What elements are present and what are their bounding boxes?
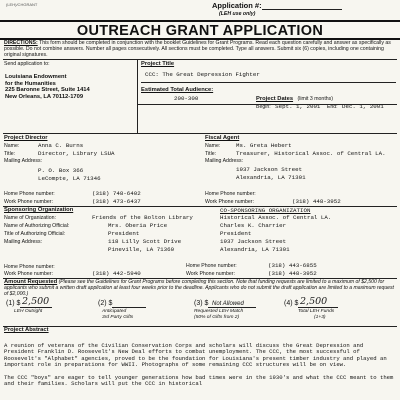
director-work-phone-label: Work Phone number: (4, 199, 53, 205)
fiscal-address-label: Mailing Address: (205, 158, 244, 164)
application-number-line (262, 9, 342, 10)
budget-item-2-line (112, 307, 146, 308)
send-to-label: Send application to: (4, 61, 50, 67)
director-address-line2[interactable]: LeCompte, LA 71346 (38, 175, 101, 182)
budget-item-2-num: (2) $ (98, 300, 113, 307)
official-label: Name of Authorizing Official: (4, 223, 70, 229)
co-sponsoring-label: CO-SPONSORING ORGANIZATION (220, 207, 311, 214)
budget-item-1-line (20, 307, 52, 308)
title-bar (0, 20, 400, 40)
sponsor-work-phone-label: Work Phone number: (4, 271, 53, 277)
budget-item-4-num: (4) $ (284, 300, 299, 307)
abstract-paragraph: The CCC "boys" are eager to tell younger generations how bad times were in the 1930's and what the CCC meant to them and their families. Scholars will put the CCC in historical (4, 373, 394, 388)
budget-item-1-num: (1) $ (6, 300, 21, 307)
budget-item-3-label-line: Requested LEH Match (194, 309, 244, 314)
divider (3, 133, 397, 134)
fiscal-name-label: Name: (205, 143, 221, 149)
co-sponsor-home-phone[interactable]: (318) 443-6855 (268, 262, 317, 269)
end-date[interactable]: Dec. 1, 2001 (341, 103, 384, 110)
budget-item-4-label-line: Total LEH Funds (298, 309, 335, 314)
budget-item-2-label (102, 309, 133, 321)
fiscal-name[interactable]: Ms. Greta Hebert (236, 142, 292, 149)
fiscal-work-phone[interactable]: (318) 448-3952 (292, 198, 341, 205)
corner-mark: (LEH)/CHGRANT (6, 2, 38, 7)
project-title-line (141, 82, 396, 83)
sponsor-home-phone-label: Home Phone number: (4, 264, 55, 270)
director-address-line1[interactable]: P. O. Box 366 (38, 167, 84, 174)
project-abstract (4, 343, 396, 387)
co-sponsor-work-phone-label: Work Phone number: (186, 271, 235, 277)
end-label: End: (326, 104, 338, 110)
org-name-label: Name of Organization: (4, 215, 56, 221)
divider (3, 59, 397, 60)
project-title-label: Project Title (141, 61, 175, 67)
budget-item-3-not-allowed: Not Allowed (212, 301, 244, 307)
fiscal-agent-label: Fiscal Agent (205, 135, 240, 141)
director-name-label: Name: (4, 143, 20, 149)
budget-item-3-line (208, 307, 256, 308)
co-sponsor-line[interactable]: 1937 Jackson Street (220, 238, 287, 245)
fiscal-title-label: Title: (205, 151, 217, 157)
director-title-label: Title: (4, 151, 16, 157)
project-dates-note: (limit 3 months) (297, 96, 333, 102)
co-sponsor-home-phone-label: Home Phone number: (186, 263, 237, 269)
sponsor-work-phone[interactable]: (318) 442-5940 (92, 270, 141, 277)
project-abstract-label: Project Abstract (4, 327, 49, 333)
director-address-label: Mailing Address: (4, 158, 43, 164)
project-title-value[interactable]: CCC: The Great Depression Fighter (145, 71, 260, 78)
leh-address (5, 74, 90, 100)
director-home-phone-label: Home Phone number: (4, 191, 55, 197)
director-title[interactable]: Director, Library LSUA (38, 150, 115, 157)
directions-text: This form should be completed in conjunction with the booklet Guidelines for Grant Programs. Read each question carefully and answer as specifically as possible. Do not combine answers. Number all pages consecutively. All sections must be completed. Type all answers. Submit six (6) copies, including one containing original signatures. (4, 40, 391, 59)
project-director-label: Project Director (4, 135, 48, 141)
budget-item-2-label-line: 3rd Party Gifts (102, 314, 134, 320)
budget-item-4-label (298, 309, 334, 321)
begin-label: Begin: (256, 104, 271, 110)
amount-requested-label: Amount Requested (4, 279, 58, 285)
leh-address-line: New Orleans, LA 70112-1709 (5, 93, 84, 100)
director-name[interactable]: Anna C. Burns (38, 142, 84, 149)
co-sponsor-line[interactable]: President (220, 230, 252, 237)
official-title[interactable]: President (108, 230, 140, 237)
budget-item-1-label: LEH Outright (14, 309, 43, 314)
leh-address-line: 225 Baronne Street, Suite 1414 (5, 87, 90, 94)
budget-item-4-label-line: (1+3) (314, 314, 326, 320)
directions-label: DIRECTIONS: (4, 40, 38, 46)
project-dates-label: Project Dates (256, 96, 294, 102)
fiscal-address-line1[interactable]: 1937 Jackson Street (236, 166, 303, 173)
page-title: OUTREACH GRANT APPLICATION (76, 23, 324, 39)
fiscal-title[interactable]: Treasurer, Historical Assoc. of Central LA. (236, 150, 386, 157)
divider (137, 104, 397, 105)
leh-use-only-note: (LEH use only) (219, 11, 256, 17)
sponsor-address-label: Mailing Address: (4, 239, 43, 245)
leh-address-line: Louisiana Endowment (5, 74, 67, 80)
fiscal-address-line2[interactable]: Alexandria, LA 71301 (236, 174, 306, 181)
budget-item-4-value[interactable]: 2,500 (300, 296, 328, 307)
official-name[interactable]: Mrs. Oberia Price (108, 222, 168, 229)
audience-value[interactable]: 200-300 (174, 95, 199, 102)
co-sponsor-line[interactable]: Historical Assoc. of Central LA. (220, 214, 332, 221)
budget-item-3-num: (3) $ (194, 300, 209, 307)
audience-label: Estimated Total Audience: (141, 87, 214, 93)
co-sponsor-work-phone[interactable]: (318) 448-3952 (268, 270, 317, 277)
divider (3, 326, 397, 327)
official-title-label: Title of Authorizing Official: (4, 231, 66, 237)
fiscal-home-phone-label: Home Phone number: (205, 191, 256, 197)
sponsoring-label: Sponsoring Organization (4, 207, 74, 213)
abstract-paragraph: A reunion of veterans of the Civilian Conservation Corps and scholars will discuss the Great Depression and President Franklin D. Roosevelt's New Deal efforts to combat unemployment. The CCC, the most successful of Roosevelt's "Alphabet" agencies, proved to be the foundation for Louisiana's present timber industry and played an important role in preparations for WWII. Photographs of some remaining CCC structures will be on view. (4, 342, 387, 369)
budget-item-4-line (298, 307, 338, 308)
budget-item-2-label-line: Anticipated (102, 309, 127, 314)
fiscal-work-phone-label: Work Phone number: (205, 199, 254, 205)
budget-item-3-label-line: (50% of Gifts from 2) (194, 314, 240, 320)
amount-requested (4, 279, 396, 297)
sponsor-address-line1[interactable]: 118 Lilly Scott Drive (108, 238, 182, 245)
begin-date[interactable]: Sept. 1, 2001 (275, 103, 321, 110)
co-sponsor-line[interactable]: Charles K. Charrier (220, 222, 287, 229)
director-work-phone[interactable]: (318) 473-6437 (92, 198, 141, 205)
director-home-phone[interactable]: (318) 748-6402 (92, 190, 141, 197)
co-sponsor-line[interactable]: Alexandria, LA 71301 (220, 246, 290, 253)
column-divider (137, 59, 138, 133)
directions (4, 40, 396, 58)
leh-address-line: for the Humanities (5, 80, 56, 87)
sponsor-address-line2[interactable]: Pineville, LA 71360 (108, 246, 175, 253)
amount-requested-text: (Please see the Guidelines for Grant Programs before completing this section. Note that funding requests are limited to a maximum of $2,500 for applicants who submit a written draft application at least four weeks prior to the deadline. Applicants who do not submit the draft application are limited to a maximum request of $2,000.) (4, 279, 394, 298)
budget-item-3-label (194, 309, 243, 321)
application-number-label: Application #: (212, 1, 262, 10)
budget-item-1-value[interactable]: 2,500 (22, 296, 50, 307)
org-name[interactable]: Friends of the Bolton Library (92, 214, 193, 221)
